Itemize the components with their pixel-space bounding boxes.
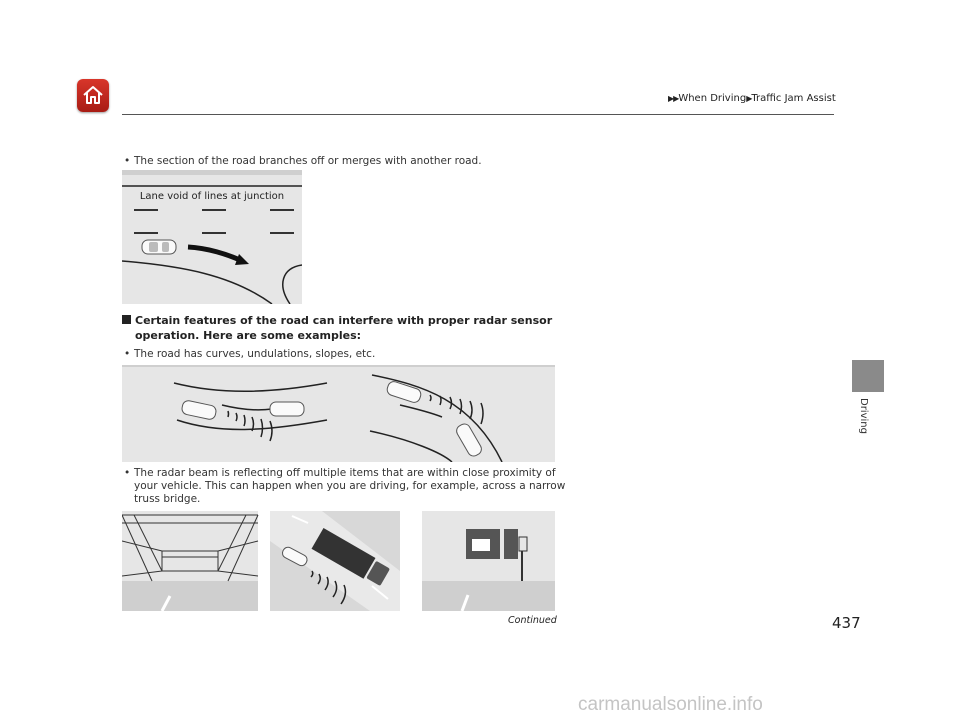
heading-square-icon (122, 315, 131, 324)
home-icon (82, 84, 104, 106)
bullet-text: The road has curves, undulations, slopes, etc. (134, 348, 376, 360)
bullet-item: • The radar beam is reflecting off multiple items that are within close proximity of your vehicle. This can happen when you are driving, for example, across a narrow truss bridge. (124, 467, 566, 505)
junction-figure (122, 170, 302, 304)
breadcrumb-arrow-icon: ▶ (746, 94, 752, 103)
curved-road-illustration (122, 365, 555, 462)
section-heading: Certain features of the road can interfere with proper radar sensor operation. Here are some examples: (122, 313, 562, 343)
watermark: carmanualsonline.info (578, 694, 763, 715)
figure-caption: Lane void of lines at junction (139, 191, 285, 202)
breadcrumb-item-when-driving[interactable]: When Driving (678, 93, 747, 104)
radar-reflection-illustration (122, 511, 555, 611)
curved-road-figure (122, 365, 555, 462)
breadcrumb (668, 93, 836, 104)
breadcrumb-item-traffic-jam-assist[interactable]: Traffic Jam Assist (751, 93, 836, 104)
radar-reflection-figure (122, 511, 555, 611)
bullet-item: • The section of the road branches off or merges with another road. (124, 155, 482, 167)
section-tab[interactable] (852, 360, 884, 392)
bullet-item: • The road has curves, undulations, slopes, etc. (124, 348, 376, 360)
page-number: 437 (832, 614, 861, 632)
breadcrumb-arrow-icon: ▶▶ (668, 94, 679, 103)
header-divider (122, 114, 834, 115)
continued-label: Continued (508, 615, 557, 626)
bullet-text: The section of the road branches off or merges with another road. (134, 155, 482, 167)
section-label: Driving (858, 398, 869, 434)
home-button[interactable] (77, 79, 109, 112)
